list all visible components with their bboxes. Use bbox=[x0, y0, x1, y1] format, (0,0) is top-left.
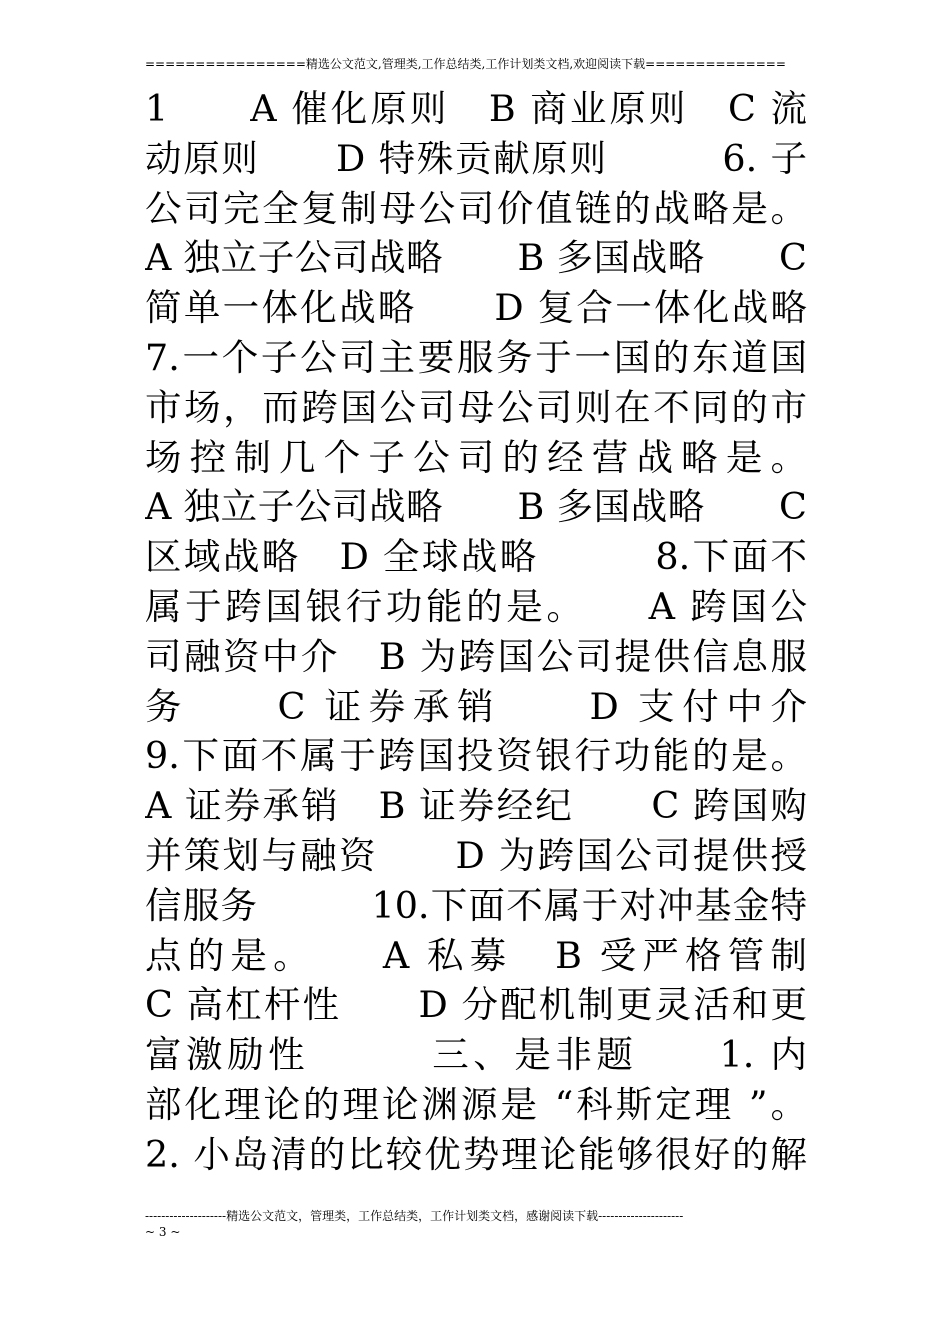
text-line: 区域战略 D 全球战略 8.下面不 bbox=[145, 535, 807, 579]
page-header: ================精选公文范文,管理类,工作总结类,工作计划类文档,欢迎阅读下载============== bbox=[145, 57, 786, 71]
text-line: 属于跨国银行功能的是。 A 跨国公 bbox=[145, 584, 807, 628]
text-line: 司融资中介 B 为跨国公司提供信息服 bbox=[145, 634, 807, 678]
text-line: A 独立子公司战略 B 多国战略 C bbox=[145, 485, 807, 529]
document-body bbox=[145, 84, 807, 1180]
text-line: 7.一个子公司主要服务于一国的东道国 bbox=[145, 335, 807, 379]
text-line: 2. 小岛清的比较优势理论能够很好的解 bbox=[145, 1132, 807, 1176]
text-line: 并策划与融资 D 为跨国公司提供授 bbox=[145, 833, 807, 877]
text-line: 信服务 10.下面不属于对冲基金特 bbox=[145, 883, 807, 927]
text-line: 公司完全复制母公司价值链的战略是。 bbox=[145, 186, 807, 230]
page-footer: --------------------精选公文范文，管理类，工作总结类，工作计划类文档，感谢阅读下载--------------------- bbox=[145, 1209, 684, 1223]
text-line: 市场，而跨国公司母公司则在不同的市 bbox=[145, 385, 807, 429]
text-line: 点的是。 A 私募 B 受严格管制 bbox=[145, 933, 807, 977]
text-line: 富激励性 三、是非题 1. 内 bbox=[145, 1033, 807, 1077]
text-line: 9.下面不属于跨国投资银行功能的是。 bbox=[145, 734, 807, 778]
text-line: 动原则 D 特殊贡献原则 6. 子 bbox=[145, 136, 807, 180]
text-line: A 独立子公司战略 B 多国战略 C bbox=[145, 236, 807, 280]
text-line: 简单一体化战略 D 复合一体化战略 bbox=[145, 286, 807, 330]
text-line: 1 A 催化原则 B 商业原则 C 流 bbox=[145, 87, 807, 130]
text-line: 部化理论的理论渊源是 “科斯定理 ”。 bbox=[145, 1082, 807, 1126]
text-line: C 高杠杆性 D 分配机制更灵活和更 bbox=[145, 983, 807, 1027]
text-line: 务 C 证券承销 D 支付中介 bbox=[145, 684, 807, 728]
text-line: 场控制几个子公司的经营战略是。 bbox=[145, 435, 807, 479]
text-line: A 证券承销 B 证券经纪 C 跨国购 bbox=[145, 784, 807, 828]
page-number: ~ 3 ~ bbox=[145, 1225, 181, 1239]
